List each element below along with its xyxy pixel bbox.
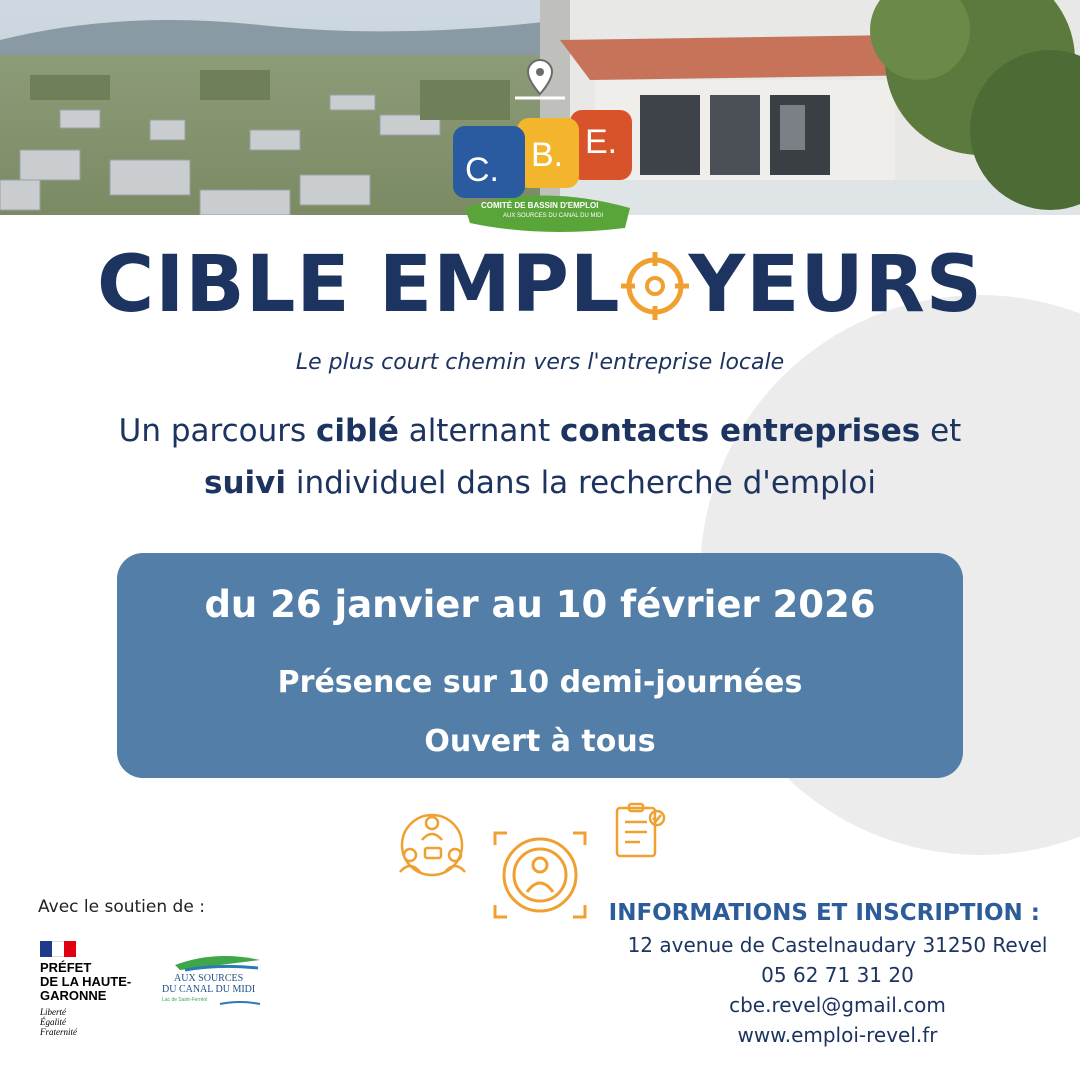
desc-bold-2: contacts entreprises: [560, 413, 921, 449]
logo-caption-line1: COMITÉ DE BASSIN D'EMPLOI: [481, 201, 599, 210]
community-line2: DU CANAL DU MIDI: [162, 984, 256, 995]
subtitle: Le plus court chemin vers l'entreprise locale: [295, 350, 785, 375]
prefet-line2: DE LA HAUTE-: [40, 974, 132, 989]
title-part2: YEURS: [688, 240, 983, 330]
page-title: [0, 238, 1080, 333]
target-person-icon: [495, 833, 585, 917]
cbe-logo: [445, 58, 635, 238]
date-box: [117, 553, 963, 778]
desc-text-3: et: [920, 413, 962, 449]
desc-text-4: individuel dans la recherche d'emploi: [286, 465, 876, 501]
info-address: 12 avenue de Castelnaudary 31250 Revel: [627, 933, 1048, 957]
prefet-logo: [34, 935, 144, 1043]
checklist-icon: [617, 804, 664, 856]
desc-text-2: alternant: [398, 413, 561, 449]
prefet-line3: GARONNE: [40, 988, 107, 1003]
network-people-icon: [400, 815, 465, 875]
logo-letter-b: B.: [531, 136, 564, 174]
prefet-motto3: Fraternité: [40, 1027, 77, 1037]
prefet-line1: PRÉFET: [40, 960, 92, 975]
support-label: Avec le soutien de :: [38, 897, 205, 917]
logo-caption-line2: AUX SOURCES DU CANAL DU MIDI: [503, 213, 604, 219]
date-range: du 26 janvier au 10 février 2026: [204, 583, 876, 626]
prefet-motto2: Égalité: [40, 1017, 66, 1027]
info-block: [600, 900, 1075, 1050]
french-flag-icon: [40, 941, 76, 957]
info-heading: INFORMATIONS ET INSCRIPTION :: [608, 900, 1040, 926]
logo-letter-c: C.: [465, 151, 499, 189]
prefet-motto1: Liberté: [40, 1007, 66, 1017]
info-phone[interactable]: 05 62 71 31 20: [761, 963, 914, 987]
community-small: Lac de Saint-Ferréol: [162, 997, 208, 1003]
desc-text-1: Un parcours: [118, 413, 316, 449]
target-icon: [621, 238, 689, 333]
presence-text: Présence sur 10 demi-journées: [277, 665, 803, 700]
desc-bold-1: ciblé: [316, 413, 399, 449]
title-part1: CIBLE EMPL: [97, 240, 621, 330]
desc-bold-3: suivi: [204, 465, 287, 501]
logo-letter-e: E.: [585, 123, 618, 161]
description: [60, 405, 1020, 509]
info-website[interactable]: www.emploi-revel.fr: [737, 1023, 938, 1047]
community-logo: [160, 950, 275, 1015]
open-text: Ouvert à tous: [424, 724, 656, 759]
info-email[interactable]: cbe.revel@gmail.com: [729, 993, 946, 1017]
community-line1: AUX SOURCES: [174, 973, 244, 984]
